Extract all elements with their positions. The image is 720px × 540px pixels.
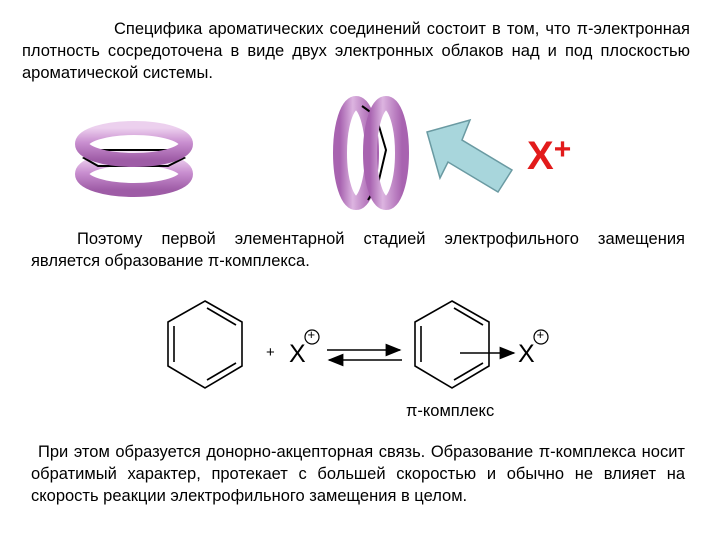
product-x: X xyxy=(518,340,535,368)
first-stage-paragraph: Поэтому первой элементарной стадией электрофильного замещения является образование π-комплекса. xyxy=(31,230,685,270)
plus-sign: + xyxy=(266,344,275,361)
vertical-pi-cloud-model xyxy=(340,103,402,203)
reagent-x: X xyxy=(289,340,306,368)
equilibrium-arrows xyxy=(327,350,402,360)
electrophile-label: X+ xyxy=(527,133,572,178)
horizontal-pi-cloud-model xyxy=(82,128,186,190)
approach-arrow xyxy=(427,120,512,192)
benzene-ring-pi-complex xyxy=(415,301,489,388)
product-charge: + xyxy=(536,327,545,342)
pi-complex-label: π-комплекс xyxy=(406,402,495,420)
conclusion-paragraph: При этом образуется донорно-акцепторная связь. Образование π-комплекса носит обратимый характер, протекает с большей скоростью и обычно не влияет на скорость реакции электрофильного замещения в целом. xyxy=(31,443,685,505)
reagent-charge: + xyxy=(307,327,316,342)
intro-paragraph: Специфика ароматических соединений состоит в том, что π-электронная плотность сосредоточена в виде двух электронных облаков над и под плоскостью ароматической системы. xyxy=(22,20,690,82)
benzene-ring-reactant xyxy=(168,301,242,388)
upper-torus xyxy=(82,128,186,160)
